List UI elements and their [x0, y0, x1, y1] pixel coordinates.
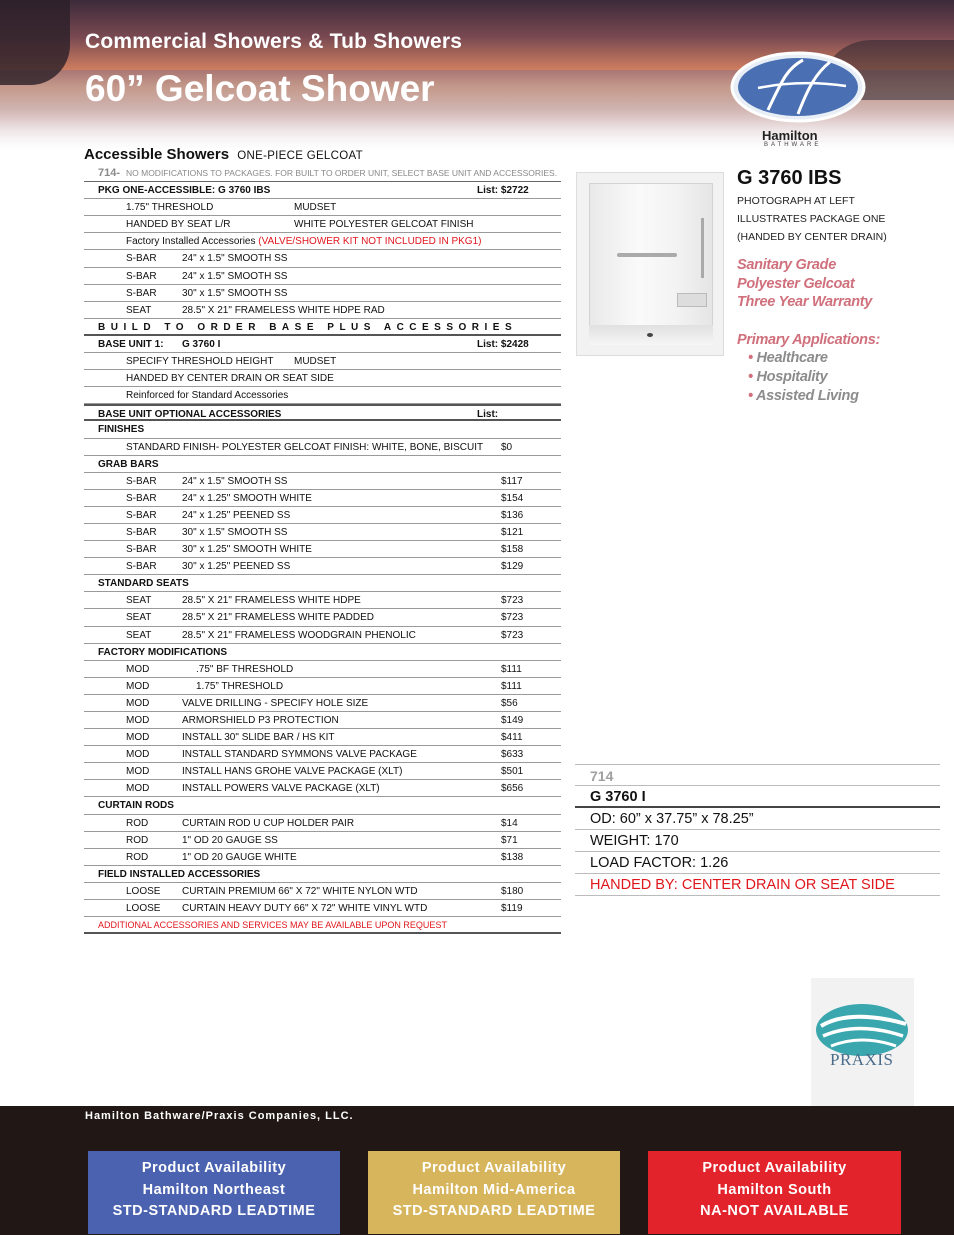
mod-item-row — [84, 780, 561, 797]
mod-item-row — [84, 763, 561, 780]
item-price: $111 — [501, 680, 522, 692]
spec-box — [575, 764, 940, 896]
factory-label: Factory Installed Accessories (VALVE/SHOWER KIT NOT INCLUDED IN PKG1) — [126, 236, 482, 248]
item-desc: ARMORSHIELD P3 PROTECTION — [182, 715, 339, 726]
mod-item-row — [84, 695, 561, 712]
base-detail-row — [84, 387, 561, 404]
item-price: $138 — [501, 851, 524, 863]
availability-region: Hamilton Mid-America — [412, 1181, 576, 1198]
item-desc: 30" x 1.5" SMOOTH SS — [182, 526, 288, 538]
item-price: $149 — [501, 715, 524, 726]
item-price: $136 — [501, 509, 524, 521]
mod-item-row — [84, 746, 561, 763]
base-unit-label: BASE UNIT 1: — [98, 338, 164, 350]
field-item-row — [84, 900, 561, 917]
item-price: $117 — [501, 475, 523, 487]
build-to-order-label: BUILD TO ORDER BASE PLUS ACCESSORIES — [98, 321, 518, 333]
base-unit-row — [84, 336, 561, 353]
applications-heading: Primary Applications: — [737, 332, 881, 348]
item-type: ROD — [126, 851, 149, 863]
application-item: • Assisted Living — [748, 388, 859, 404]
standard-seats-row — [84, 575, 561, 592]
page-title: 60” Gelcoat Shower — [85, 68, 435, 109]
product-desc-line: (HANDED BY CENTER DRAIN) — [737, 231, 887, 243]
item-type: S-BAR — [126, 544, 157, 556]
detail-b: MUDSET — [294, 356, 337, 368]
base-unit-list-price: List: $2428 — [477, 338, 529, 350]
item-price: $71 — [501, 834, 518, 846]
build-to-order-row — [84, 319, 561, 336]
note-text: NO MODIFICATIONS TO PACKAGES. FOR BUILT TO ORDER UNIT, SELECT BASE UNIT AND ACCESSORIES. — [126, 168, 558, 178]
item-type: S-BAR — [126, 270, 157, 282]
grab-item-row — [84, 490, 561, 507]
grab-item-row — [84, 473, 561, 490]
factory-mods-label: FACTORY MODIFICATIONS — [98, 646, 228, 658]
rod-item-row — [84, 832, 561, 849]
section-subtitle: ONE-PIECE GELCOAT — [237, 150, 363, 162]
grab-item-row — [84, 507, 561, 524]
hamilton-logo-icon — [728, 48, 868, 126]
item-price: $723 — [501, 612, 524, 624]
detail-a: SPECIFY THRESHOLD HEIGHT — [126, 356, 274, 368]
item-price: $411 — [501, 732, 523, 744]
item-price: $180 — [501, 885, 524, 897]
product-model: G 3760 IBS — [737, 167, 842, 189]
curtain-rods-row — [84, 797, 561, 814]
package-item-row — [84, 285, 561, 302]
grab-bar-shape — [617, 253, 677, 257]
package-item-row — [84, 268, 561, 285]
item-desc: 1" OD 20 GAUGE WHITE — [182, 851, 297, 863]
finish-price: $0 — [501, 441, 513, 453]
item-price: $14 — [501, 817, 518, 829]
footer-note: ADDITIONAL ACCESSORIES AND SERVICES MAY BE AVAILABLE UPON REQUEST — [98, 920, 447, 931]
mod-item-row — [84, 678, 561, 695]
grab-item-row — [84, 558, 561, 575]
item-type: MOD — [126, 663, 150, 675]
spec-od: OD: 60” x 37.75” x 78.25” — [575, 808, 940, 830]
spec-table — [84, 165, 561, 934]
brand-sub: BATHWARE — [764, 142, 822, 148]
item-desc: 28.5" X 21" FRAMELESS WHITE HDPE — [182, 595, 361, 607]
item-type: S-BAR — [126, 475, 157, 487]
package-detail-row — [84, 216, 561, 233]
application-item: • Healthcare — [748, 350, 828, 366]
availability-title: Product Availability — [421, 1160, 567, 1176]
item-price: $121 — [501, 526, 524, 538]
field-installed-label: FIELD INSTALLED ACCESSORIES — [98, 868, 261, 880]
availability-region: Hamilton Northeast — [142, 1181, 286, 1198]
item-type: S-BAR — [126, 509, 157, 521]
availability-title: Product Availability — [702, 1160, 847, 1176]
item-price: $723 — [501, 629, 524, 641]
package-list-price: List: $2722 — [477, 185, 529, 197]
item-price: $119 — [501, 903, 523, 915]
item-desc: 24" x 1.25" PEENED SS — [182, 509, 291, 521]
item-desc: 24" x 1.5" SMOOTH SS — [182, 475, 288, 487]
grab-item-row — [84, 524, 561, 541]
product-desc-line: ILLUSTRATES PACKAGE ONE — [737, 213, 886, 225]
item-desc: 30" x 1.25" SMOOTH WHITE — [182, 544, 312, 556]
field-installed-row — [84, 866, 561, 883]
product-desc-line: PHOTOGRAPH AT LEFT — [737, 195, 855, 207]
finish-item-row — [84, 439, 561, 456]
item-type: MOD — [126, 697, 150, 709]
note-number: 714- — [98, 167, 121, 179]
availability-status: STD-STANDARD LEADTIME — [392, 1203, 596, 1219]
item-type: S-BAR — [126, 526, 157, 538]
optional-list-label: List: — [477, 409, 499, 421]
section-heading — [84, 146, 363, 163]
application-item: • Hospitality — [748, 369, 828, 385]
item-desc: 28.5" X 21" FRAMELESS WHITE PADDED — [182, 612, 374, 624]
praxis-logo — [811, 978, 914, 1106]
detail-b: WHITE POLYESTER GELCOAT FINISH — [294, 219, 474, 231]
finishes-label: FINISHES — [98, 424, 145, 436]
item-type: SEAT — [126, 595, 152, 607]
seat-item-row — [84, 592, 561, 609]
item-desc: VALVE DRILLING - SPECIFY HOLE SIZE — [182, 697, 369, 709]
item-type: SEAT — [126, 612, 152, 624]
availability-south — [648, 1151, 901, 1234]
item-desc: 30" x 1.5" SMOOTH SS — [182, 287, 288, 299]
item-type: S-BAR — [126, 253, 157, 265]
item-type: S-BAR — [126, 561, 157, 573]
grab-bars-row — [84, 456, 561, 473]
detail-a: HANDED BY CENTER DRAIN OR SEAT SIDE — [126, 373, 334, 385]
finish-desc: STANDARD FINISH- POLYESTER GELCOAT FINISH: WHITE, BONE, BISCUIT — [126, 441, 484, 453]
rod-item-row — [84, 815, 561, 832]
item-type: MOD — [126, 715, 150, 726]
item-desc: 30" x 1.25" PEENED SS — [182, 561, 291, 573]
item-desc: INSTALL HANS GROHE VALVE PACKAGE (XLT) — [182, 766, 403, 778]
item-desc: INSTALL STANDARD SYMMONS VALVE PACKAGE — [182, 749, 417, 761]
field-item-row — [84, 883, 561, 900]
company-name: Hamilton Bathware/Praxis Companies, LLC. — [85, 1110, 354, 1122]
seat-item-row — [84, 627, 561, 644]
brand-name: Hamilton — [762, 128, 818, 143]
item-desc: 24" x 1.5" SMOOTH SS — [182, 253, 288, 265]
item-price: $56 — [501, 697, 518, 709]
praxis-name: PRAXIS — [830, 1050, 894, 1069]
standard-seats-label: STANDARD SEATS — [98, 578, 189, 590]
item-price: $158 — [501, 544, 524, 556]
spec-load-factor: LOAD FACTOR: 1.26 — [575, 852, 940, 874]
detail-a: HANDED BY SEAT L/R — [126, 219, 231, 231]
item-type: SEAT — [126, 304, 152, 316]
grab-item-row — [84, 541, 561, 558]
item-desc: CURTAIN HEAVY DUTY 66" X 72" WHITE VINYL WTD — [182, 903, 428, 915]
detail-a: 1.75" THRESHOLD — [126, 202, 214, 214]
item-desc: 1" OD 20 GAUGE SS — [182, 834, 278, 846]
item-type: LOOSE — [126, 903, 161, 915]
product-photo — [576, 172, 724, 356]
base-detail-row — [84, 353, 561, 370]
item-type: MOD — [126, 783, 150, 795]
item-type: LOOSE — [126, 885, 161, 897]
item-desc: INSTALL 30" SLIDE BAR / HS KIT — [182, 732, 335, 744]
feature-line: Polyester Gelcoat — [737, 276, 855, 292]
item-type: ROD — [126, 817, 149, 829]
spec-box-model: G 3760 I — [575, 786, 940, 808]
item-type: MOD — [126, 680, 150, 692]
detail-b: MUDSET — [294, 202, 337, 214]
item-desc: CURTAIN ROD U CUP HOLDER PAIR — [182, 817, 355, 829]
factory-installed-row — [84, 233, 561, 250]
item-desc: 24" x 1.5" SMOOTH SS — [182, 270, 288, 282]
feature-line: Three Year Warranty — [737, 294, 873, 310]
item-desc: .75" BF THRESHOLD — [196, 663, 294, 675]
item-type: ROD — [126, 834, 149, 846]
feature-line: Sanitary Grade — [737, 257, 836, 273]
shower-wall — [589, 183, 713, 345]
grab-bars-label: GRAB BARS — [98, 458, 159, 470]
availability-northeast — [88, 1151, 340, 1234]
item-price: $656 — [501, 783, 524, 795]
seat-shape — [677, 293, 707, 307]
item-desc: 1.75” THRESHOLD — [196, 680, 284, 692]
table-note-row — [84, 165, 561, 182]
item-desc: 28.5" X 21" FRAMELESS WOODGRAIN PHENOLIC — [182, 629, 416, 641]
item-desc: INSTALL POWERS VALVE PACKAGE (XLT) — [182, 783, 380, 795]
footer-note-row — [84, 917, 561, 934]
item-price: $723 — [501, 595, 524, 607]
item-type: MOD — [126, 766, 150, 778]
optional-accessories-row — [84, 404, 561, 421]
package-item-row — [84, 302, 561, 319]
item-price: $129 — [501, 561, 524, 573]
mod-item-row — [84, 729, 561, 746]
page-subtitle: Commercial Showers & Tub Showers — [85, 30, 463, 53]
spec-box-head: 714 — [575, 764, 940, 786]
item-desc: CURTAIN PREMIUM 66" X 72" WHITE NYLON WTD — [182, 885, 418, 897]
detail-a: Reinforced for Standard Accessories — [126, 390, 289, 402]
item-type: MOD — [126, 749, 150, 761]
section-title: Accessible Showers — [84, 146, 230, 163]
item-price: $633 — [501, 749, 524, 761]
spec-handed: HANDED BY: CENTER DRAIN OR SEAT SIDE — [575, 874, 940, 896]
availability-region: Hamilton South — [717, 1181, 832, 1198]
availability-mid-america — [368, 1151, 620, 1234]
item-price: $111 — [501, 663, 522, 675]
base-unit-model: G 3760 I — [182, 338, 221, 350]
item-type: S-BAR — [126, 287, 157, 299]
item-type: SEAT — [126, 629, 152, 641]
factory-mods-row — [84, 644, 561, 661]
spec-weight: WEIGHT: 170 — [575, 830, 940, 852]
mod-item-row — [84, 661, 561, 678]
availability-title: Product Availability — [141, 1160, 287, 1176]
item-price: $154 — [501, 492, 524, 504]
optional-accessories-label: BASE UNIT OPTIONAL ACCESSORIES — [98, 409, 282, 421]
drain-shape — [647, 333, 653, 337]
package-detail-row — [84, 199, 561, 216]
rod-item-row — [84, 849, 561, 866]
vertical-bar-shape — [701, 218, 704, 278]
base-detail-row — [84, 370, 561, 387]
mod-item-row — [84, 712, 561, 729]
curtain-rods-label: CURTAIN RODS — [98, 800, 174, 812]
seat-item-row — [84, 609, 561, 626]
availability-status: NA-NOT AVAILABLE — [700, 1203, 849, 1219]
item-desc: 24" x 1.25" SMOOTH WHITE — [182, 492, 312, 504]
package-label: PKG ONE-ACCESSIBLE: G 3760 IBS — [98, 185, 271, 197]
item-type: MOD — [126, 732, 150, 744]
package-header-row — [84, 182, 561, 199]
item-desc: 28.5" X 21" FRAMELESS WHITE HDPE RAD — [182, 304, 385, 316]
package-item-row — [84, 250, 561, 267]
availability-status: STD-STANDARD LEADTIME — [112, 1203, 316, 1219]
item-price: $501 — [501, 766, 524, 778]
finishes-row — [84, 421, 561, 438]
item-type: S-BAR — [126, 492, 157, 504]
